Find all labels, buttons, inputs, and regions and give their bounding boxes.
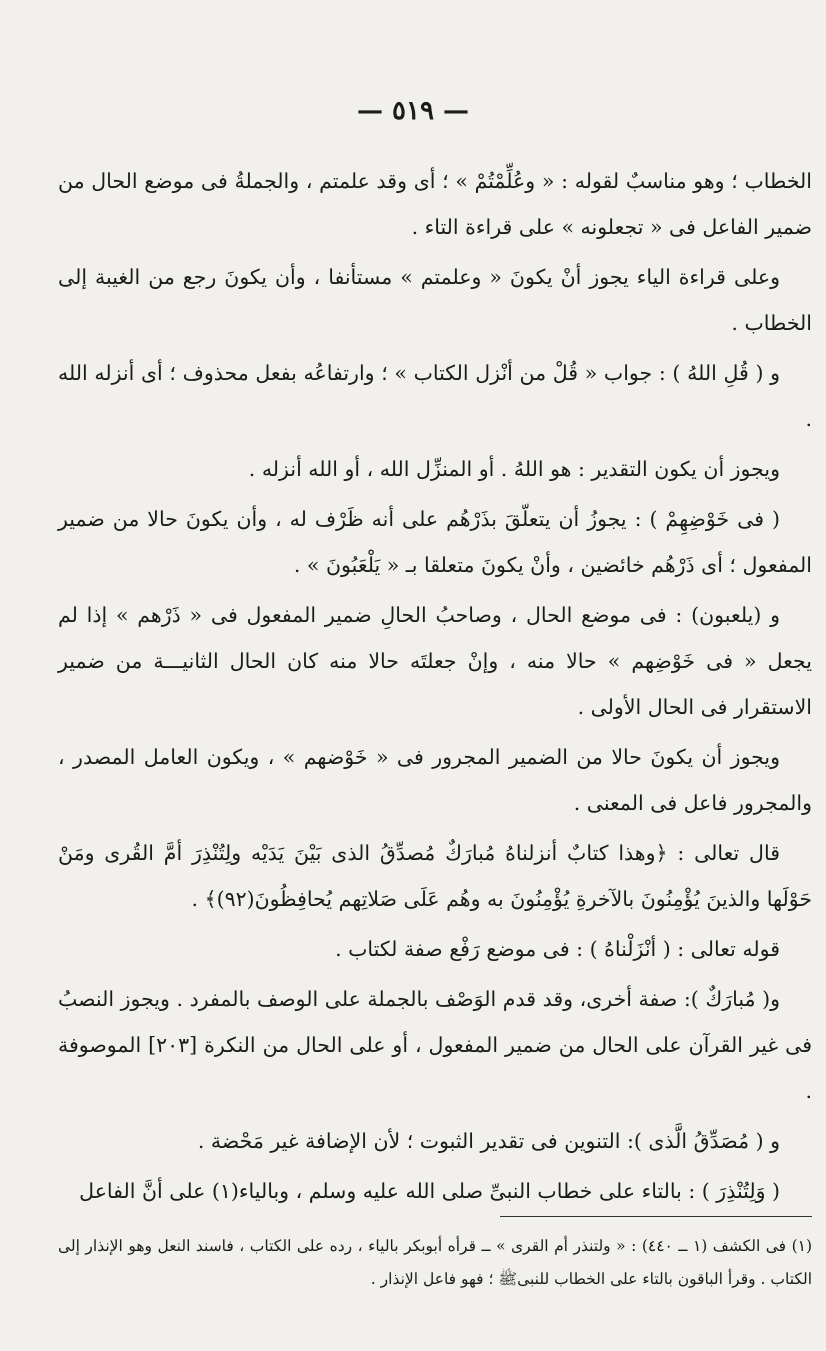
paragraph: ( فى خَوْضِهِمْ ) : يجوزُ أن يتعلّقَ بذَرْهُم على أنه ظَرْف له ، وأن يكونَ حالا من ضمير المفعول ؛ أى ذَرْهُم خائضين ، وأنْ يكونَ متعلقا بـ « يَلْعَبُونَ » . <box>58 507 812 577</box>
paragraph: ويجوز أن يكونَ حالا من الضمير المجرور فى « خَوْضهم » ، ويكون العامل المصدر ، والمجرور فاعل فى المعنى . <box>58 745 812 815</box>
paragraph: الخطاب ؛ وهو مناسبٌ لقوله : « وعُلِّمْتُمْ » ؛ أى وقد علمتم ، والجملةُ فى موضع الحال من ضمير الفاعل فى « تجعلونه » على قراءة التاء . <box>58 169 812 239</box>
page-number: — ٥١٩ — <box>356 96 470 126</box>
paragraph: ( وَلِتُنْذِرَ ) : بالتاء على خطاب النبىِّ صلى الله عليه وسلم ، وبالياء(١) على أنَّ الفاعل <box>79 1179 780 1203</box>
paragraph: ويجوز أن يكون التقدير : هو اللهُ . أو المنزِّل الله ، أو الله أنزله . <box>248 457 780 481</box>
paragraph: و ( قُلِ اللهُ ) : جواب « قُلْ من أنْزل الكتاب » ؛ وارتفاعُه بفعل محذوف ؛ أى أنزله الله . <box>58 361 812 431</box>
footnote: (١) فى الكشف (١ ــ ٤٤٠) : « ولتنذر أم القرى » ــ قرأه أبوبكر بالياء ، رده على الكتاب ، فاسند النعل وهو الإنذار إلى الكتاب . وقرأ الباقون بالتاء على الخطاب للنبىﷺ ؛ فهو فاعل الإنذار . <box>58 1237 813 1288</box>
main-text <box>58 158 812 1218</box>
footnotes <box>58 1230 812 1296</box>
paragraph: و ( مُصَدِّقُ الَّذى ): التنوين فى تقدير الثبوت ؛ لأن الإضافة غير مَحْضة . <box>197 1129 780 1153</box>
quran-verse-paragraph: قال تعالى : ﴿وهذا كتابٌ أنزلناهُ مُبارَكٌ مُصدِّقُ الذى بَيْنَ يَدَيْه ولِتُنْذِرَ أمَّ القُرى ومَنْ حَوْلَها والذينَ يُؤْمِنُونَ بالآخرةِ يُؤْمِنُونَ به وهُم عَلَى صَلاتِهم يُحافِظُونَ(٩٢)﴾ . <box>58 841 812 911</box>
paragraph: و( مُبارَكٌ ): صفة أخرى، وقد قدم الوَصْف بالجملة على الوصف بالمفرد . ويجوز النصبُ فى غير القرآن على الحال من ضمير المفعول ، أو على الحال من النكرة [٢٠٣] الموصوفة . <box>58 987 812 1103</box>
paragraph: قوله تعالى : ( أنْزَلْناهُ ) : فى موضع رَفْع صفة لكتاب . <box>335 937 780 961</box>
footnote-divider <box>500 1216 812 1217</box>
paragraph: و (يلعبون) : فى موضع الحال ، وصاحبُ الحالِ ضمير المفعول فى « ذَرْهم » إذا لم يجعل « فى خَوْضِهم » حالا منه ، وإنْ جعلتَه حالا منه كان الحال الثانيـــة من ضمير الاستقرار فى الحال الأولى . <box>58 603 812 719</box>
paragraph: وعلى قراءة الياء يجوز أنْ يكونَ « وعلمتم » مستأنفا ، وأن يكونَ رجع من الغيبة إلى الخطاب . <box>58 265 812 335</box>
